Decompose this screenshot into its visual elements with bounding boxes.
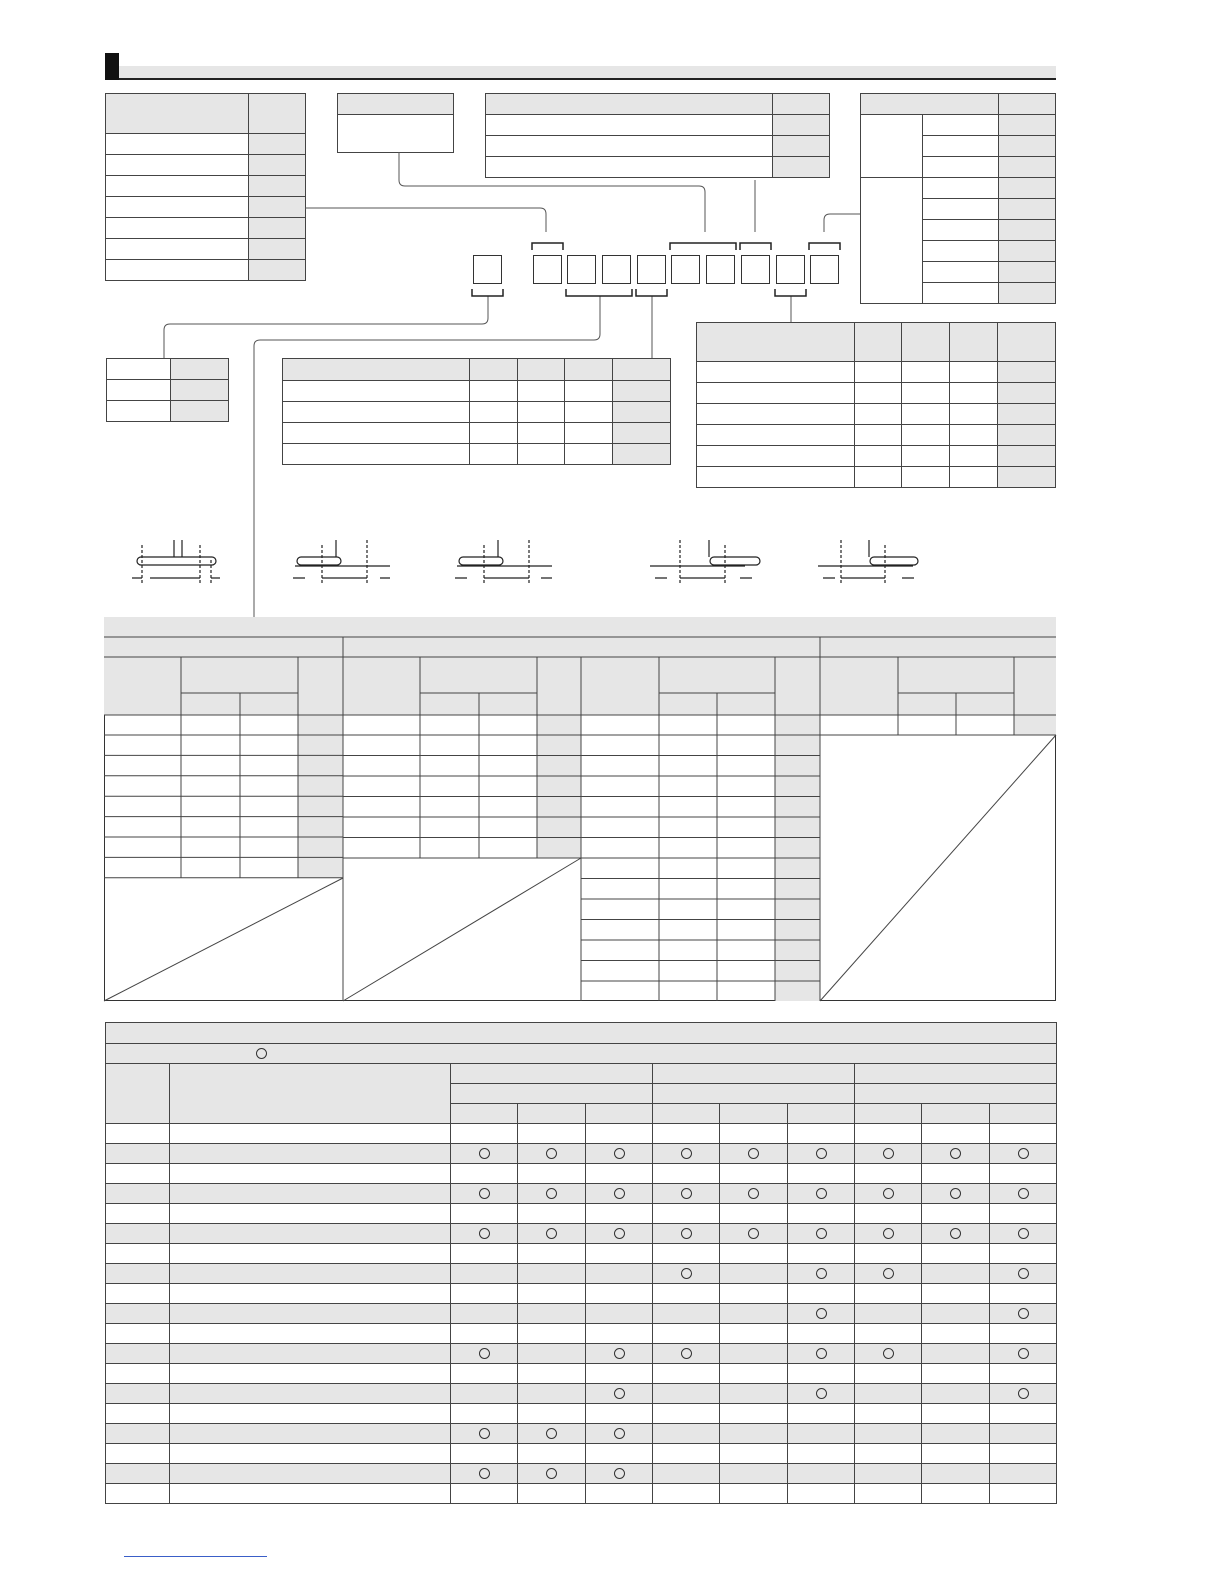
compatible-circle-icon — [748, 1148, 759, 1159]
table-row — [106, 1304, 1057, 1324]
compatible-circle-icon — [546, 1428, 557, 1439]
compatible-circle-icon — [681, 1148, 692, 1159]
table-row — [106, 1444, 1057, 1464]
compatible-circle-icon — [479, 1188, 490, 1199]
compatible-circle-icon — [1018, 1308, 1029, 1319]
compatible-circle-icon — [816, 1228, 827, 1239]
compatible-circle-icon — [1018, 1388, 1029, 1399]
table-row — [106, 1144, 1057, 1164]
compatible-circle-icon — [816, 1308, 827, 1319]
table-row — [106, 1364, 1057, 1384]
compatible-circle-icon — [479, 1428, 490, 1439]
footer-link-underline[interactable] — [124, 1556, 267, 1557]
table-row — [106, 1124, 1057, 1144]
compatible-circle-icon — [1018, 1148, 1029, 1159]
compatible-circle-icon — [681, 1228, 692, 1239]
compat-legend-row — [106, 1044, 1057, 1064]
compatible-circle-icon — [1018, 1348, 1029, 1359]
compatible-circle-icon — [816, 1348, 827, 1359]
compatible-circle-icon — [748, 1228, 759, 1239]
compatible-circle-icon — [546, 1468, 557, 1479]
compatible-circle-icon — [479, 1468, 490, 1479]
compatible-circle-icon — [883, 1188, 894, 1199]
table-row — [106, 1224, 1057, 1244]
compatible-circle-icon — [614, 1388, 625, 1399]
table-row — [106, 1184, 1057, 1204]
compatible-circle-icon — [614, 1228, 625, 1239]
table-row — [106, 1204, 1057, 1224]
table-row — [106, 1264, 1057, 1284]
compatible-circle-icon — [546, 1148, 557, 1159]
compatible-circle-icon — [748, 1188, 759, 1199]
compatible-circle-icon — [950, 1228, 961, 1239]
compatible-circle-icon — [479, 1148, 490, 1159]
compatible-circle-icon — [1018, 1268, 1029, 1279]
table-row — [106, 1384, 1057, 1404]
table-row — [106, 1344, 1057, 1364]
compatible-circle-icon — [883, 1148, 894, 1159]
compatible-circle-icon — [614, 1148, 625, 1159]
compatibility-table — [105, 1022, 1057, 1504]
table-row — [106, 1404, 1057, 1424]
compatible-circle-icon — [681, 1188, 692, 1199]
table-row — [106, 1424, 1057, 1444]
compatible-circle-icon — [546, 1228, 557, 1239]
compatible-circle-icon — [681, 1348, 692, 1359]
compat-title-row — [106, 1023, 1057, 1044]
compatible-circle-icon — [614, 1188, 625, 1199]
compatible-circle-icon — [816, 1268, 827, 1279]
compatible-circle-icon — [479, 1228, 490, 1239]
compatible-circle-icon — [816, 1388, 827, 1399]
legend-circle-icon — [256, 1048, 267, 1059]
table-row — [106, 1244, 1057, 1264]
compatible-circle-icon — [614, 1468, 625, 1479]
compatible-circle-icon — [950, 1188, 961, 1199]
compatible-circle-icon — [1018, 1188, 1029, 1199]
compatible-circle-icon — [614, 1348, 625, 1359]
compatible-circle-icon — [950, 1148, 961, 1159]
compatible-circle-icon — [883, 1228, 894, 1239]
compatible-circle-icon — [546, 1188, 557, 1199]
table-row — [106, 1464, 1057, 1484]
compatible-circle-icon — [816, 1148, 827, 1159]
compatible-circle-icon — [883, 1348, 894, 1359]
compatible-circle-icon — [479, 1348, 490, 1359]
compatible-circle-icon — [614, 1428, 625, 1439]
compatible-circle-icon — [816, 1188, 827, 1199]
compatible-circle-icon — [681, 1268, 692, 1279]
compatible-circle-icon — [883, 1268, 894, 1279]
table-row — [106, 1164, 1057, 1184]
table-row — [106, 1284, 1057, 1304]
table-row — [106, 1324, 1057, 1344]
compatible-circle-icon — [1018, 1228, 1029, 1239]
table-row — [106, 1484, 1057, 1504]
